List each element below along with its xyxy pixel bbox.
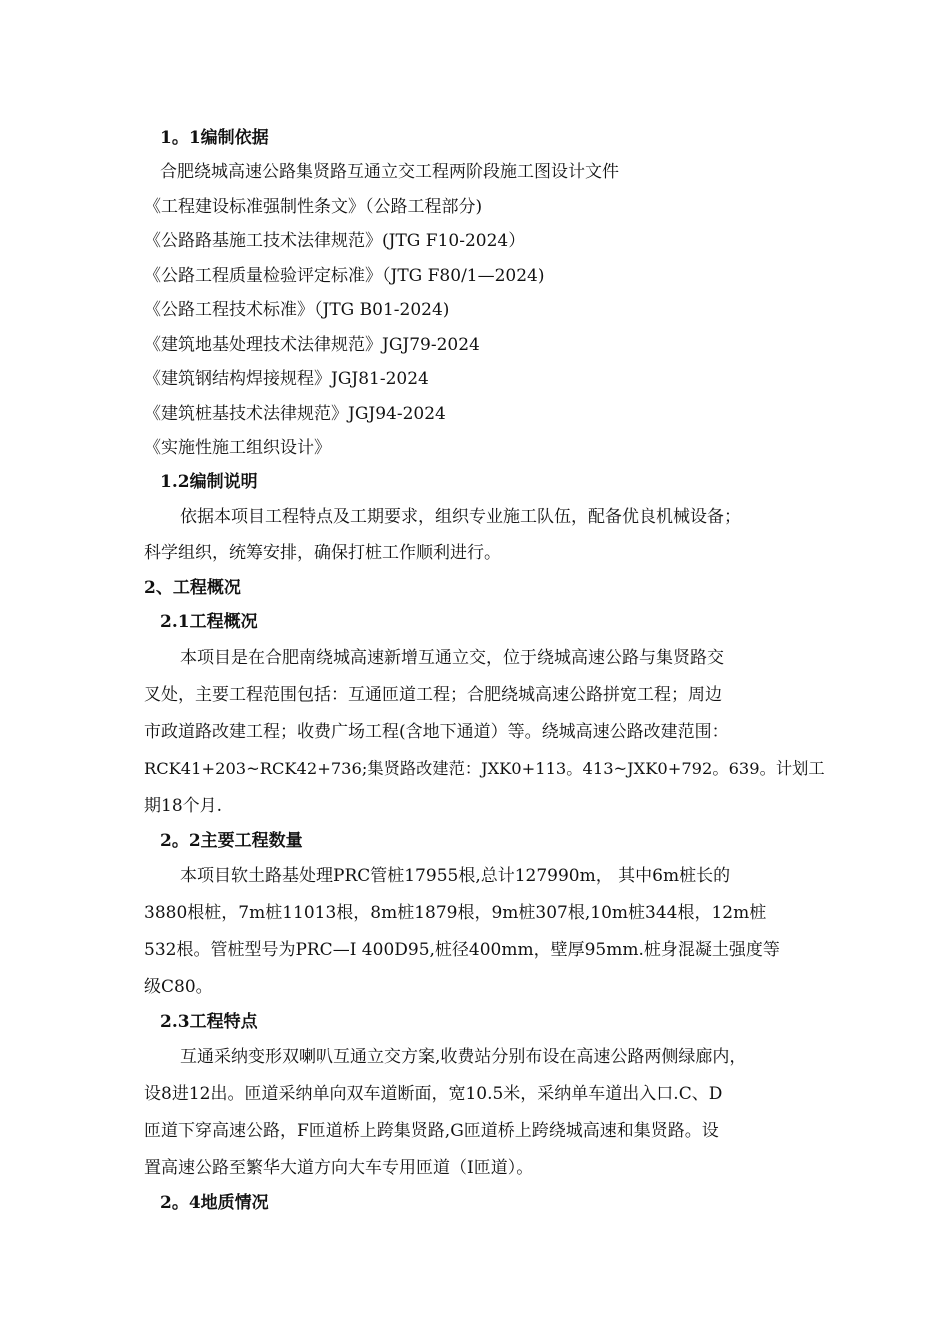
paragraph-2-3-line-2: 设8进12出。匝道采纳单向双车道断面，宽10.5米，采纳单车道出入口.C、D — [144, 1084, 723, 1104]
paragraph-2-3-line-3: 匝道下穿高速公路，F匝道桥上跨集贤路,G匝道桥上跨绕城高速和集贤路。设 — [144, 1121, 719, 1141]
basis-item-1: 合肥绕城高速公路集贤路互通立交工程两阶段施工图设计文件 — [160, 162, 619, 182]
heading-2-3: 2.3工程特点 — [160, 1012, 258, 1032]
paragraph-2-1-line-2: 叉处，主要工程范围包括：互通匝道工程；合肥绕城高速公路拼宽工程；周边 — [144, 685, 722, 705]
basis-item-7: 《建筑钢结构焊接规程》JGJ81-2024 — [144, 369, 429, 389]
basis-item-9: 《实施性施工组织设计》 — [144, 438, 331, 458]
heading-2-1: 2.1工程概况 — [160, 612, 258, 632]
basis-item-8: 《建筑桩基技术法律规范》JGJ94-2024 — [144, 404, 446, 424]
paragraph-1-2-line-2: 科学组织，统筹安排，确保打桩工作顺利进行。 — [144, 543, 501, 563]
paragraph-1-2-line-1: 依据本项目工程特点及工期要求，组织专业施工队伍，配备优良机械设备； — [180, 507, 741, 527]
paragraph-2-2-line-3: 532根。管桩型号为PRC—I 400D95,桩径400mm，壁厚95mm.桩身混凝土强度等 — [144, 940, 780, 960]
basis-item-5: 《公路工程技术标准》（JTG B01-2024) — [144, 300, 450, 320]
heading-1-1: 1。1编制依据 — [160, 128, 269, 148]
basis-item-2: 《工程建设标准强制性条文》（公路工程部分) — [144, 197, 483, 217]
heading-2: 2、工程概况 — [144, 578, 241, 598]
basis-item-6: 《建筑地基处理技术法律规范》JGJ79-2024 — [144, 335, 480, 355]
paragraph-2-1-line-5: 期18个月. — [144, 796, 223, 816]
paragraph-2-3-line-4: 置高速公路至繁华大道方向大车专用匝道（I匝道）。 — [144, 1158, 534, 1178]
heading-1-2: 1.2编制说明 — [160, 472, 258, 492]
paragraph-2-1-line-3: 市政道路改建工程；收费广场工程(含地下通道）等。绕城高速公路改建范围： — [144, 722, 729, 742]
paragraph-2-2-line-1: 本项目软土路基处理PRC管桩17955根,总计127990m， 其中6m桩长的 — [180, 866, 731, 886]
paragraph-2-1-line-4: RCK41+203~RCK42+736;集贤路改建范：JXK0+113。413~JXK0+792。639。计划工 — [144, 759, 825, 778]
basis-item-4: 《公路工程质量检验评定标准》（JTG F80/1—2024) — [144, 266, 545, 286]
paragraph-2-1-line-1: 本项目是在合肥南绕城高速新增互通立交，位于绕城高速公路与集贤路交 — [180, 648, 724, 668]
heading-2-2: 2。2主要工程数量 — [160, 831, 303, 851]
heading-2-4: 2。4地质情况 — [160, 1193, 269, 1213]
basis-item-3: 《公路路基施工技术法律规范》(JTG F10-2024） — [144, 231, 526, 251]
paragraph-2-3-line-1: 互通采纳变形双喇叭互通立交方案,收费站分别布设在高速公路两侧绿廊内， — [180, 1047, 747, 1067]
paragraph-2-2-line-2: 3880根桩，7m桩11013根，8m桩1879根，9m桩307根,10m桩344根，12m桩 — [144, 903, 767, 923]
paragraph-2-2-line-4: 级C80。 — [144, 977, 213, 997]
